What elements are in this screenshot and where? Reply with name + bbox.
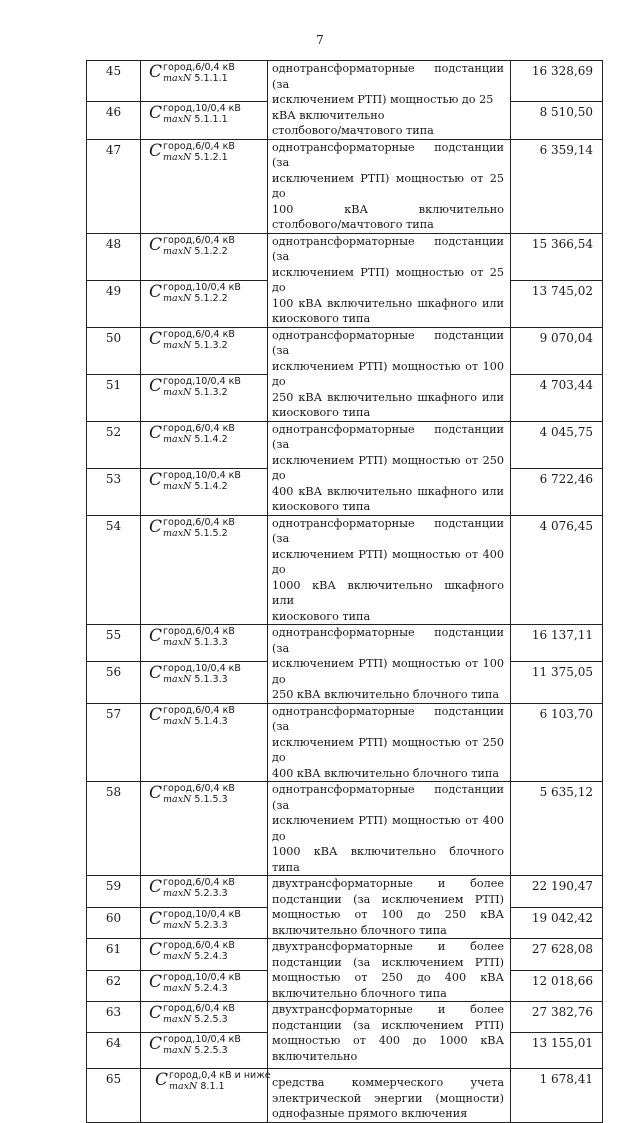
symbol-c: C [149,908,163,929]
description-line: исключением РТП) мощностью от 25 до [272,265,504,294]
symbol-c: C [149,62,163,82]
symbol-c: C [149,663,163,684]
symbol-subscript: maxN [163,433,192,445]
symbol-subscript: maxN [163,888,192,899]
description-line: однотрансформаторные подстанции (за [272,422,504,451]
description-cell [268,233,511,327]
description-cell [268,61,511,140]
description-line: однотрансформаторные подстанции (за [272,783,504,812]
row-number: 59 [87,876,141,908]
tariff-symbol [141,703,268,782]
table-row [87,939,603,971]
tariff-symbol [141,421,268,468]
symbol-code: 5.2.3.3 [194,888,228,899]
description-cell [268,1069,511,1123]
tariff-value: 4 703,44 [511,374,603,421]
symbol-code: 5.2.4.3 [194,951,228,962]
tariff-value: 13 745,02 [511,281,603,327]
tariff-symbol [141,374,268,421]
symbol-code: 5.1.3.3 [194,637,228,648]
row-number: 48 [87,233,141,281]
row-number: 65 [87,1069,141,1123]
symbol-c: C [149,469,163,490]
symbol-c: C [149,704,163,725]
tariff-symbol [141,515,268,625]
symbol-superscript: город,10/0,4 кВ [163,469,241,481]
row-number: 60 [87,907,141,939]
tariff-symbol [141,1002,268,1033]
table-row [87,515,603,625]
symbol-code: 5.1.1.1 [194,114,228,126]
description-line: исключением РТП) мощностью от 250 до [272,735,504,764]
tariff-value: 22 190,47 [511,876,603,908]
symbol-superscript: город,10/0,4 кВ [163,1034,241,1045]
tariff-value: 15 366,54 [511,233,603,281]
symbol-superscript: город,10/0,4 кВ [163,103,241,115]
symbol-c: C [149,282,163,303]
description-line: мощностью от 400 до 1000 кВА [272,1034,504,1047]
symbol-c: C [155,1070,169,1090]
tariff-value: 16 328,69 [511,61,603,102]
symbol-code: 5.2.4.3 [194,982,228,994]
tariff-symbol [141,327,268,374]
row-number: 61 [87,939,141,971]
symbol-superscript: город,6/0,4 кВ [163,1003,235,1014]
tariff-symbol [141,782,268,876]
description-line: киоскового типа [272,500,371,513]
symbol-c: C [149,422,163,443]
symbol-c: C [149,940,163,960]
tariff-value: 4 045,75 [511,421,603,468]
description-line: однотрансформаторные подстанции (за [272,516,504,545]
symbol-code: 5.1.2.2 [194,245,228,257]
table-row [87,61,603,102]
symbol-c: C [149,1003,163,1023]
tariff-value: 6 722,46 [511,468,603,515]
table-row [87,876,603,908]
description-line: исключением РТП) мощностью от 400 до [272,814,504,843]
table-row [87,233,603,281]
symbol-superscript: город,10/0,4 кВ [163,663,241,675]
description-line: киоскового типа [272,609,371,623]
description-line: двухтрансформаторные и более [272,940,504,953]
tariff-value: 13 155,01 [511,1033,603,1069]
row-number: 58 [87,782,141,876]
table-row [87,327,603,374]
symbol-subscript: maxN [163,339,192,351]
symbol-c: C [149,1034,163,1054]
symbol-subscript: maxN [163,951,192,962]
description-line: 250 кВА включительно шкафного или [272,390,504,404]
row-number: 51 [87,374,141,421]
symbol-subscript: maxN [163,637,192,648]
tariff-symbol [141,939,268,971]
symbol-c: C [149,783,163,803]
symbol-superscript: город,0,4 кВ и ниже [169,1070,271,1081]
tariff-symbol [141,281,268,327]
tariff-symbol [141,139,268,233]
row-number: 49 [87,281,141,327]
symbol-code: 5.2.5.3 [194,1014,228,1025]
tariff-value: 4 076,45 [511,515,603,625]
description-line: столбового/мачтового типа [272,218,434,231]
symbol-c: C [149,626,163,646]
symbol-superscript: город,6/0,4 кВ [163,783,235,794]
description-cell [268,939,511,1002]
symbol-subscript: maxN [163,715,192,727]
description-line: подстанции (за исключением РТП) [272,1018,504,1032]
description-line: однотрансформаторные подстанции (за [272,328,504,357]
symbol-subscript: maxN [163,794,192,805]
description-line: однотрансформаторные подстанции (за [272,626,504,655]
symbol-subscript: maxN [163,1014,192,1025]
description-line: исключением РТП) мощностью от 100 до [272,359,504,388]
symbol-c: C [149,103,163,124]
tariff-value: 5 635,12 [511,782,603,876]
symbol-code: 5.1.2.1 [194,151,228,163]
symbol-subscript: maxN [163,982,192,994]
description-line: исключением РТП) мощностью от 400 до [272,547,504,576]
tariff-symbol [141,233,268,281]
symbol-superscript: город,6/0,4 кВ [163,422,235,434]
tariff-value: 8 510,50 [511,102,603,139]
symbol-code: 5.1.3.3 [194,674,228,686]
description-line: 100 кВА включительно шкафного или [272,296,504,310]
tariff-value: 12 018,66 [511,970,603,1002]
tariff-value: 6 359,14 [511,139,603,233]
description-cell [268,782,511,876]
symbol-code: 5.1.4.2 [194,480,228,492]
tariff-symbol [141,907,268,939]
table-row [87,1069,603,1123]
tariff-value: 1 678,41 [511,1069,603,1123]
description-line: 1000 кВА включительно шкафного или [272,578,504,607]
description-line: средства коммерческого учета [272,1076,504,1089]
symbol-c: C [149,234,163,255]
description-line: однотрансформаторные подстанции (за [272,704,504,733]
row-number: 46 [87,102,141,139]
description-line: исключением РТП) мощностью от 250 до [272,453,504,482]
tariff-symbol [141,876,268,908]
description-cell [268,876,511,939]
row-number: 47 [87,139,141,233]
tariff-table [86,60,603,1123]
symbol-subscript: maxN [169,1081,198,1092]
table-row [87,782,603,876]
description-line: однотрансформаторные подстанции (за [272,62,504,91]
symbol-subscript: maxN [163,293,192,305]
symbol-subscript: maxN [163,527,192,539]
symbol-superscript: город,10/0,4 кВ [163,908,241,920]
description-line: однотрансформаторные подстанции (за [272,140,504,169]
symbol-superscript: город,6/0,4 кВ [163,704,235,716]
symbol-superscript: город,6/0,4 кВ [163,940,235,951]
row-number: 50 [87,327,141,374]
tariff-symbol [141,102,268,139]
symbol-code: 5.1.4.2 [194,433,228,445]
symbol-superscript: город,6/0,4 кВ [163,62,235,73]
description-line: двухтрансформаторные и более [272,1003,504,1016]
description-line: киоскового типа [272,406,371,419]
row-number: 54 [87,515,141,625]
symbol-code: 5.1.3.2 [194,386,228,398]
tariff-symbol [141,970,268,1002]
description-line: 1000 кВА включительно блочного типа [272,845,504,874]
description-line: мощностью от 100 до 250 кВА [272,908,504,921]
tariff-symbol [141,1033,268,1069]
symbol-subscript: maxN [163,919,192,931]
description-line: 250 кВА включительно блочного типа [272,688,499,701]
row-number: 56 [87,662,141,703]
symbol-c: C [149,971,163,992]
description-line: двухтрансформаторные и более [272,877,504,890]
tariff-value: 11 375,05 [511,662,603,703]
symbol-subscript: maxN [163,245,192,257]
symbol-superscript: город,10/0,4 кВ [163,971,241,983]
row-number: 64 [87,1033,141,1069]
description-line: исключением РТП) мощностью от 100 до [272,657,504,686]
tariff-symbol [141,625,268,662]
description-line: подстанции (за исключением РТП) [272,892,504,906]
description-line: исключением РТП) мощностью до 25 [272,93,494,106]
tariff-value: 19 042,42 [511,907,603,939]
page-number: 7 [316,33,324,47]
symbol-superscript: город,10/0,4 кВ [163,282,241,294]
table-row [87,139,603,233]
description-line: однофазные прямого включения [272,1107,468,1120]
tariff-value: 27 382,76 [511,1002,603,1033]
description-cell [268,1002,511,1069]
table-row [87,703,603,782]
row-number: 62 [87,970,141,1002]
description-cell [268,625,511,704]
row-number: 45 [87,61,141,102]
description-line: исключением РТП) мощностью от 25 до [272,171,504,200]
tariff-symbol [141,61,268,102]
description-line: мощностью от 250 до 400 кВА [272,971,504,984]
symbol-superscript: город,6/0,4 кВ [163,328,235,340]
description-line: электрической энергии (мощности) [272,1091,504,1105]
symbol-code: 5.2.3.3 [194,919,228,931]
symbol-superscript: город,6/0,4 кВ [163,516,235,528]
description-cell [268,703,511,782]
symbol-subscript: maxN [163,386,192,398]
description-cell [268,139,511,233]
description-line: подстанции (за исключением РТП) [272,955,504,969]
symbol-code: 5.1.1.1 [194,73,228,84]
row-number: 57 [87,703,141,782]
table-row [87,421,603,468]
symbol-subscript: maxN [163,1045,192,1056]
row-number: 55 [87,625,141,662]
symbol-subscript: maxN [163,480,192,492]
symbol-code: 5.1.3.2 [194,339,228,351]
description-line: однотрансформаторные подстанции (за [272,234,504,263]
tariff-symbol [141,1069,271,1123]
symbol-c: C [149,140,163,161]
tariff-symbol [141,468,268,515]
description-line: кВА включительно [272,108,385,122]
symbol-superscript: город,6/0,4 кВ [163,234,235,246]
symbol-c: C [149,375,163,396]
symbol-code: 5.1.5.3 [194,794,228,805]
row-number: 52 [87,421,141,468]
tariff-value: 6 103,70 [511,703,603,782]
description-line: столбового/мачтового типа [272,124,434,137]
description-line: включительно [272,1049,358,1063]
symbol-superscript: город,6/0,4 кВ [163,877,235,888]
symbol-c: C [149,877,163,897]
description-cell [268,327,511,421]
symbol-superscript: город,6/0,4 кВ [163,140,235,152]
symbol-code: 8.1.1 [200,1081,225,1092]
tariff-value: 9 070,04 [511,327,603,374]
symbol-code: 5.1.2.2 [194,293,228,305]
row-number: 63 [87,1002,141,1033]
description-line: 400 кВА включительно блочного типа [272,766,499,780]
description-line: 100 кВА включительно [272,202,504,216]
description-cell [268,421,511,515]
tariff-value: 16 137,11 [511,625,603,662]
symbol-subscript: maxN [163,151,192,163]
row-number: 53 [87,468,141,515]
description-line: включительно блочного типа [272,986,447,1000]
tariff-value: 27 628,08 [511,939,603,971]
symbol-code: 5.2.5.3 [194,1045,228,1056]
table-row [87,625,603,662]
table-row [87,1002,603,1033]
description-line: 400 кВА включительно шкафного или [272,484,504,498]
description-line: киоскового типа [272,312,371,325]
symbol-c: C [149,516,163,537]
tariff-symbol [141,662,268,703]
symbol-code: 5.1.4.3 [194,715,228,727]
symbol-c: C [149,328,163,349]
symbol-subscript: maxN [163,114,192,126]
description-cell [268,515,511,625]
symbol-subscript: maxN [163,73,192,84]
symbol-subscript: maxN [163,674,192,686]
description-line: включительно блочного типа [272,923,447,937]
symbol-code: 5.1.5.2 [194,527,228,539]
symbol-superscript: город,6/0,4 кВ [163,626,235,637]
symbol-superscript: город,10/0,4 кВ [163,375,241,387]
